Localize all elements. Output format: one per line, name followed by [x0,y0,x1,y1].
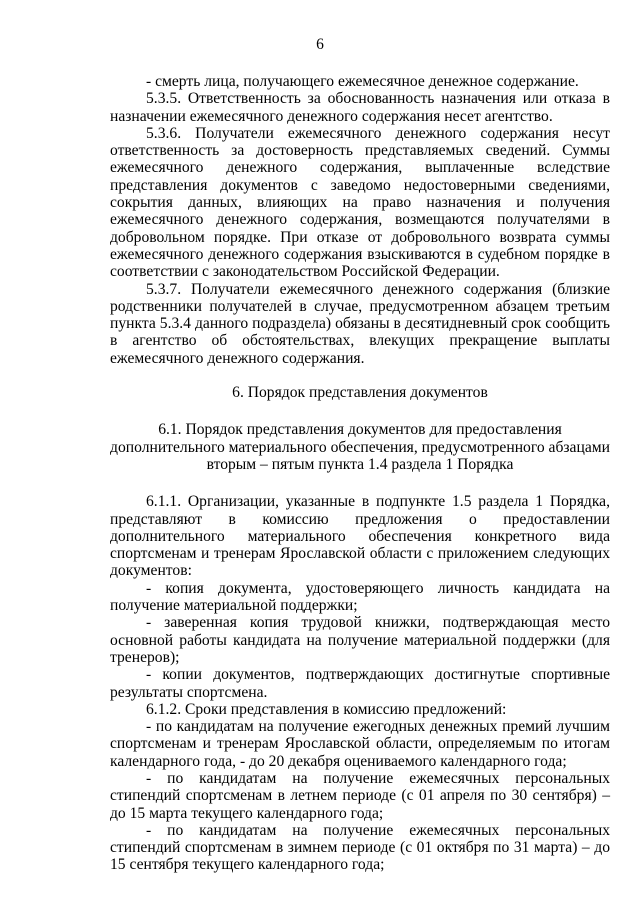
bullet-results-copies: - копии документов, подтверждающих достигнутые спортивные результаты спортсмена. [110,666,610,701]
bullet-death: - смерть лица, получающего ежемесячное денежное содержание. [146,73,579,90]
clause-5-3-5: 5.3.5. Ответственность за обоснованность назначения или отказа в назначении ежемесячного денежного содержания несет агентство. [110,90,610,125]
spacer [110,367,610,384]
clause-5-3-7: 5.3.7. Получатели ежемесячного денежного содержания (близкие родственники получателей в случае, предусмотренном абзацем третьим пункта 5.3.4 данного подраздела) обязаны в десятидневный срок сообщить в агентство об обстоятельствах, влекущих прекращение выплаты ежемесячного денежного содержания. [110,280,610,367]
bullet-employment-record: - заверенная копия трудовой книжки, подтверждающая место основной работы кандидата на получение материальной поддержки (для тренеров); [110,614,610,666]
bullet-winter-stipends: - по кандидатам на получение ежемесячных персональных стипендий спортсменам в зимнем периоде (с 01 октября по 31 марта) – до 15 сентября текущего календарного года; [110,821,610,874]
section-6-heading: 6. Порядок представления документов [232,384,488,402]
clause-6-1-1: 6.1.1. Организации, указанные в подпункте 1.5 раздела 1 Порядка, представляют в комиссию предложения о предоставлении дополнительного материального обеспечения конкретного вида спортсменам и тренерам Ярославской области с приложением следующих документов: [110,493,610,580]
spacer [110,473,610,493]
subsection-6-1-heading: 6.1. Порядок представления документов для предоставления дополнительного материального обеспечения, предусмотренного абзацами вторым – пятым пункта 1.4 раздела 1 Порядка [110,421,610,473]
clause-6-1-2: 6.1.2. Сроки представления в комиссию предложений: [146,700,507,718]
clause-5-3-6: 5.3.6. Получатели ежемесячного денежного содержания несут ответственность за достоверность представляемых сведений. Суммы ежемесячного денежного содержания, выплаченные вследствие представления документов с заведомо недостоверными сведениями, сокрытия данных, влияющих на право назначения и получения ежемесячного денежного содержания, возмещаются получателями в добровольном порядке. При отказе от добровольного возврата суммы ежемесячного денежного содержания взыскиваются в судебном порядке в соответствии с законодательством Российской Федерации. [110,124,610,281]
spacer [110,401,610,421]
bullet-summer-stipends: - по кандидатам на получение ежемесячных персональных стипендий спортсменам в летнем периоде (с 01 апреля по 30 сентября) – до 15 марта текущего календарного года; [110,769,610,822]
document-body [110,73,610,874]
bullet-id-copy: - копия документа, удостоверяющего личность кандидата на получение материальной поддержки; [110,579,610,615]
page-number: 6 [316,36,324,53]
bullet-annual-prizes: - по кандидатам на получение ежегодных денежных премий лучшим спортсменам и тренерам Ярославской области, определяемым по итогам календарного года, - до 20 декабря оцениваемого календарного года; [110,718,610,770]
